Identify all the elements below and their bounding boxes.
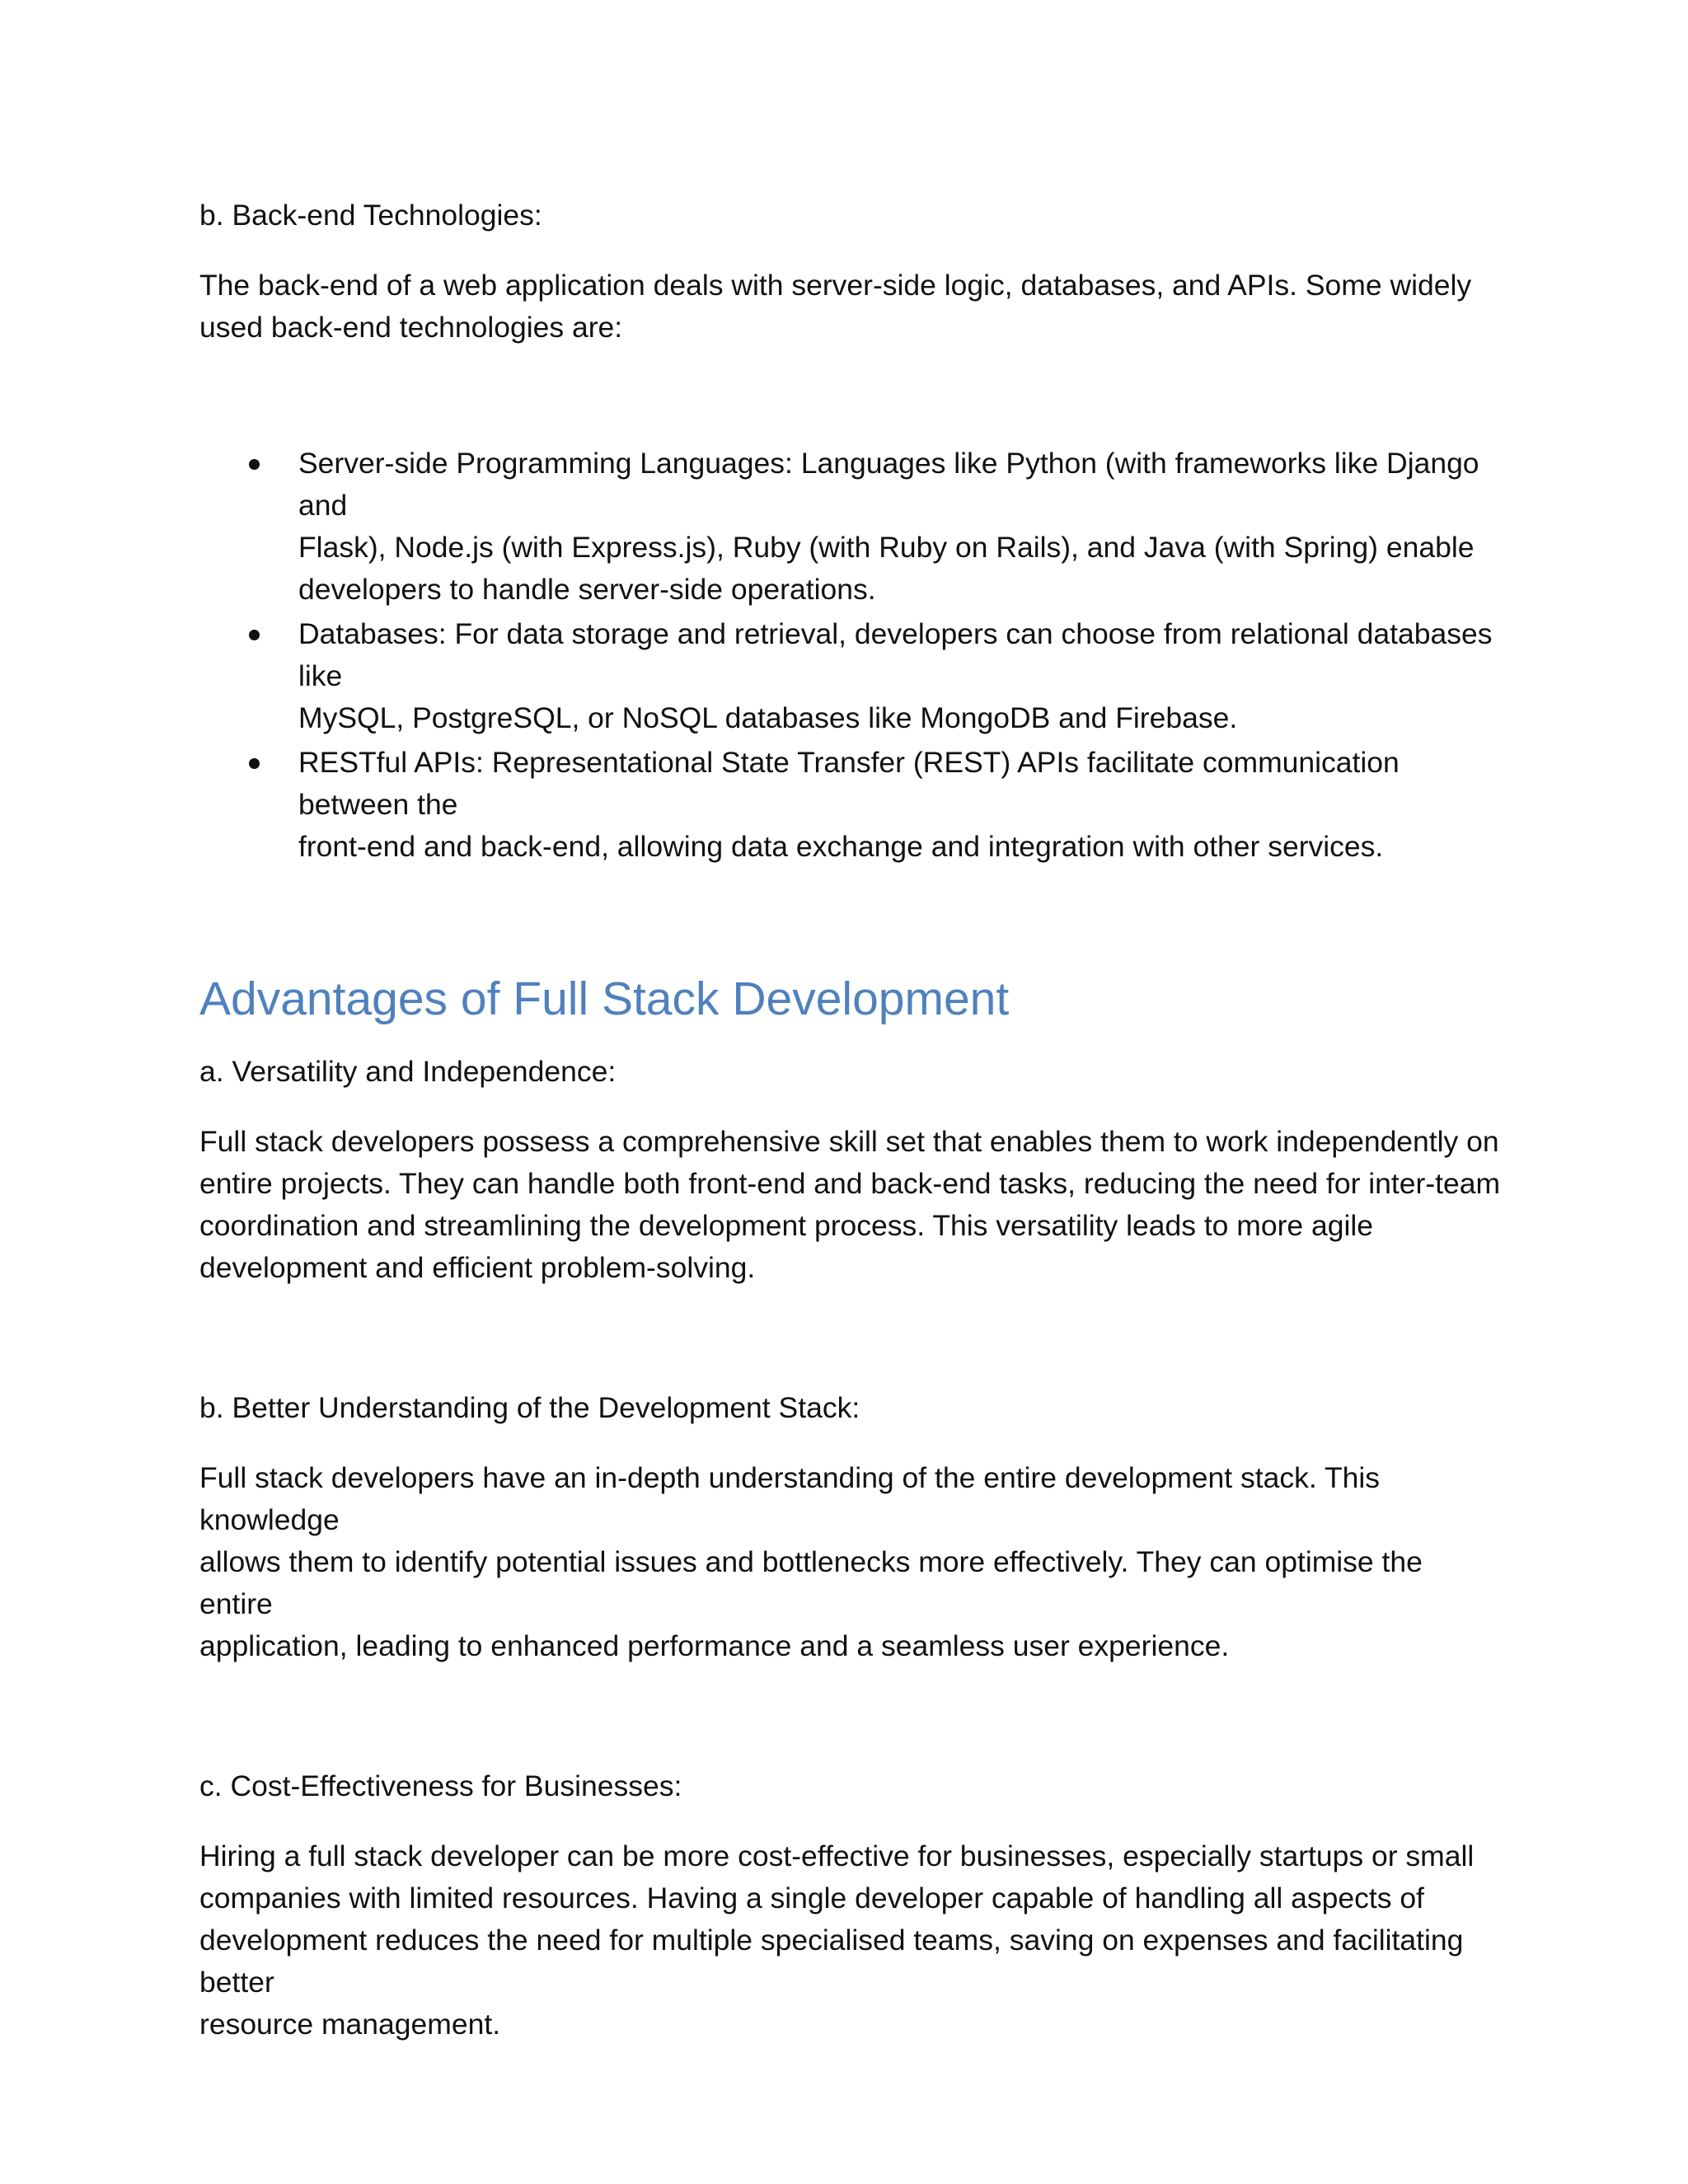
paragraph-line: development and efficient problem-solving. bbox=[199, 1251, 756, 1284]
section-subheading: a. Versatility and Independence: bbox=[199, 1055, 617, 1088]
paragraph-line: coordination and streamlining the development process. This versatility leads to more agile bbox=[199, 1209, 1374, 1242]
bullet-item-restful-apis bbox=[199, 742, 1502, 868]
paragraph-line: application, leading to enhanced performance and a seamless user experience. bbox=[199, 1629, 1230, 1662]
bullet-line: front-end and back-end, allowing data exchange and integration with other services. bbox=[298, 830, 1384, 863]
document-content bbox=[199, 194, 1502, 2046]
bullet-line: Flask), Node.js (with Express.js), Ruby (with Ruby on Rails), and Java (with Spring) enable bbox=[298, 531, 1475, 564]
advantage-section-versatility bbox=[199, 1051, 1502, 1289]
backend-intro bbox=[199, 265, 1502, 349]
bullet-icon bbox=[249, 758, 260, 769]
paragraph-line: Full stack developers have an in-depth understanding of the entire development stack. This knowledge bbox=[199, 1461, 1381, 1536]
bullet-icon bbox=[249, 459, 260, 470]
section-subheading: b. Better Understanding of the Development Stack: bbox=[199, 1391, 860, 1424]
paragraph-line: entire projects. They can handle both front-end and back-end tasks, reducing the need for inter-team bbox=[199, 1167, 1501, 1200]
bullet-icon bbox=[249, 630, 260, 640]
backend-bullet-list bbox=[199, 443, 1502, 868]
bullet-line: RESTful APIs: Representational State Transfer (REST) APIs facilitate communication between the bbox=[298, 746, 1400, 821]
paragraph-line: development reduces the need for multiple specialised teams, saving on expenses and facilitating better bbox=[199, 1924, 1464, 1999]
advantage-section-understanding bbox=[199, 1387, 1502, 1667]
bullet-line: developers to handle server-side operations. bbox=[298, 573, 876, 606]
spacer bbox=[199, 1667, 1502, 1765]
bullet-item-databases bbox=[199, 613, 1502, 739]
paragraph-line: companies with limited resources. Having a single developer capable of handling all aspects of bbox=[199, 1882, 1424, 1915]
backend-subheading: b. Back-end Technologies: bbox=[199, 199, 542, 232]
paragraph-line: allows them to identify potential issues and bottlenecks more effectively. They can optimise the entire bbox=[199, 1545, 1423, 1620]
paragraph-line: Full stack developers possess a comprehensive skill set that enables them to work independently on bbox=[199, 1125, 1499, 1158]
spacer bbox=[199, 1289, 1502, 1387]
paragraph-line: resource management. bbox=[199, 2008, 501, 2041]
paragraph-line: Hiring a full stack developer can be more cost-effective for businesses, especially startups or small bbox=[199, 1840, 1475, 1872]
bullet-item-server-side bbox=[199, 443, 1502, 611]
bullet-line: Server-side Programming Languages: Languages like Python (with frameworks like Django and bbox=[298, 447, 1479, 522]
bullet-line: MySQL, PostgreSQL, or NoSQL databases like MongoDB and Firebase. bbox=[298, 701, 1238, 734]
spacer bbox=[199, 349, 1502, 443]
advantages-heading: Advantages of Full Stack Development bbox=[199, 972, 1010, 1025]
section-subheading: c. Cost-Effectiveness for Businesses: bbox=[199, 1769, 682, 1802]
advantage-section-cost bbox=[199, 1765, 1502, 2046]
backend-intro-text: The back-end of a web application deals with server-side logic, databases, and APIs. Some widely used back-end technologies are: bbox=[199, 269, 1472, 344]
bullet-line: Databases: For data storage and retrieval, developers can choose from relational databases like bbox=[298, 617, 1493, 692]
